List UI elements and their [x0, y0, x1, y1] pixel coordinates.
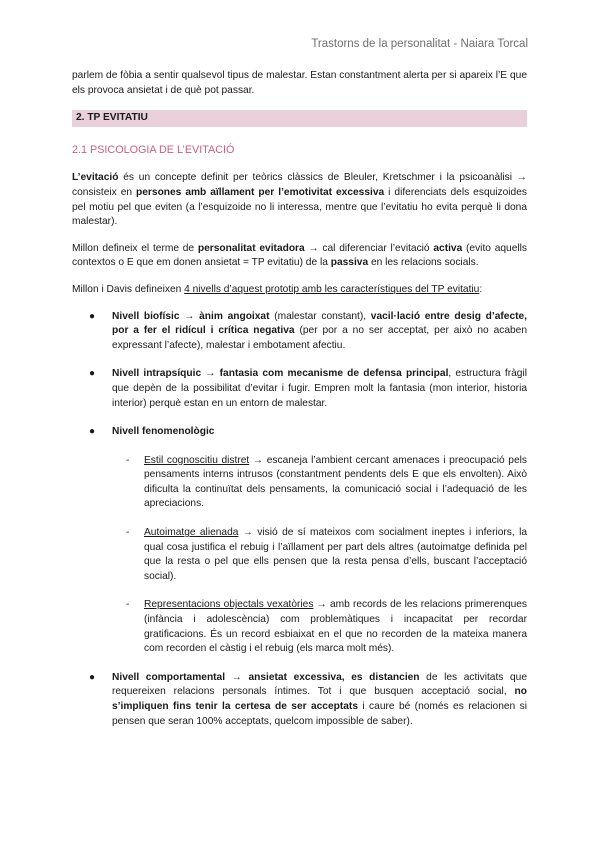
- sublist-item-representacions: [112, 598, 527, 656]
- text-span: → visió de sí mateixos com socialment ineptes i inferiors, la qual cosa justifica el rebuig i l’aïllament per part dels altres (autoimatge definida pel que la resta o pel que ells pensen que la resta pensa d’ells, buscant l’acceptació social).: [144, 527, 527, 582]
- paragraph-millon-davis: [72, 283, 527, 298]
- subsection-heading: 2.1 PSICOLOGIA DE L’EVITACIÓ: [72, 143, 235, 156]
- paragraph-millon: [72, 242, 527, 271]
- list-item-fenomenologic: [72, 425, 527, 440]
- text-span: Millon i Davis defineixen: [72, 283, 185, 295]
- dash-icon: -: [126, 454, 130, 466]
- bullet-icon: ●: [89, 426, 96, 438]
- text-span: en les relacions socials.: [368, 257, 479, 269]
- fenomenologic-sublist: [72, 454, 527, 657]
- intro-paragraph: parlem de fòbia a sentir qualsevol tipus de malestar. Estan constantment alerta per si apareix l’E que els provoca ansietat i de què pot passar.: [72, 70, 527, 96]
- levels-list-continued: [72, 671, 527, 729]
- list-item-intrapsiquic: [72, 367, 527, 411]
- emphasis-span: activa: [433, 242, 463, 254]
- text-span: Millon defineix el terme de: [72, 242, 198, 254]
- text-span: (evito aquells contextos o E que em donen ansietat = TP evitatiu) de la: [72, 242, 527, 269]
- emphasis-span: Nivell biofísic → ànim angoixat: [112, 310, 270, 322]
- list-item-biofisic: [72, 310, 527, 354]
- text-span: és un concepte definit per teòrics clàssics de Bleuler, Kretschmer i la psicoanàlisi → consisteix en: [72, 172, 527, 198]
- term-evitacio: L’evitació: [72, 172, 119, 184]
- list-item-comportamental: [72, 671, 527, 729]
- text-span: → amb records de les relacions primerenques (infància i adolescència) com problemàtiques i incapacitat per recordar gratificacions. És un record esbiaixat en el que no recorden de la mateixa manera com recorden el càstig i el rebuig (els marca molt més).: [144, 599, 527, 655]
- sublist-item-autoimatge: [112, 526, 527, 584]
- document-body: [72, 69, 527, 743]
- text-span: → cal diferenciar l’evitació: [304, 242, 434, 254]
- sublist-item-estil: [112, 454, 527, 512]
- text-span: → escaneja l’ambient cercant amenaces i preocupació pels pensaments interns intrusos (constantment pendents dels E que els envolten). Això dificulta la continuïtat dels pensaments, la comunicació social i l’adequació de les apreciacions.: [144, 454, 527, 510]
- dash-icon: -: [126, 527, 130, 539]
- bullet-icon: ●: [89, 310, 96, 322]
- emphasis-span: no s’impliquen fins tenir la certesa de ser acceptats: [112, 686, 527, 712]
- emphasis-span: passiva: [330, 257, 369, 269]
- text-span: (malestar constant),: [269, 310, 371, 322]
- text-span: :: [479, 283, 483, 295]
- emphasis-span: Nivell intrapsíquic → fantasia com mecanisme de defensa principal: [112, 368, 449, 380]
- dash-icon: -: [126, 599, 130, 611]
- underlined-span: Estil cognoscitiu distret: [144, 454, 250, 466]
- levels-list: [72, 310, 527, 440]
- emphasis-span: persones amb aïllament per l’emotivitat excessiva: [136, 186, 385, 198]
- bullet-icon: ●: [89, 368, 96, 380]
- bullet-icon: ●: [89, 671, 96, 683]
- text-span: de les activitats que requereixen relacions personals íntimes. Tot i que busquen acceptació social,: [112, 671, 528, 698]
- emphasis-span: Nivell comportamental → ansietat excessiva, es distancien: [112, 671, 420, 683]
- underlined-span: Autoimatge alienada: [144, 527, 239, 539]
- section-heading: 2. TP EVITATIU: [72, 110, 527, 127]
- text-span: i diferenciats dels esquizoides pel motiu pel que eviten (a l’esquizoide no li interessa, mentre que l’evitatiu ho evita perquè li dona malestar).: [72, 186, 527, 228]
- text-span: , estructura fràgil que depèn de la possibilitat d’evitar i fugir. Empren molt la fantasia (mon interior, historia interior) perquè estan en un entorn de malestar.: [112, 368, 527, 409]
- text-span: i caure bé (només es relacionen si pensen que seran 100% acceptats, quelcom impossible de saber).: [112, 701, 527, 727]
- emphasis-span: Nivell fenomenològic: [112, 426, 215, 438]
- text-span: (per por a no ser acceptat, per això no acaben expressant l’afecte), malestar i embotament afectiu.: [112, 325, 527, 351]
- page-header: Trastorns de la personalitat - Naiara Torcal: [311, 38, 528, 50]
- underlined-span: Representacions objectals vexatòries: [144, 599, 314, 611]
- emphasis-span: vacil·lació entre desig d’afecte, por a fer el ridícul i crítica negativa: [112, 310, 528, 337]
- underlined-span: 4 nivells d’aquest prototip amb les característiques del TP evitatiu: [184, 283, 480, 295]
- paragraph-evitacio: [72, 171, 527, 229]
- emphasis-span: personalitat evitadora: [197, 242, 305, 254]
